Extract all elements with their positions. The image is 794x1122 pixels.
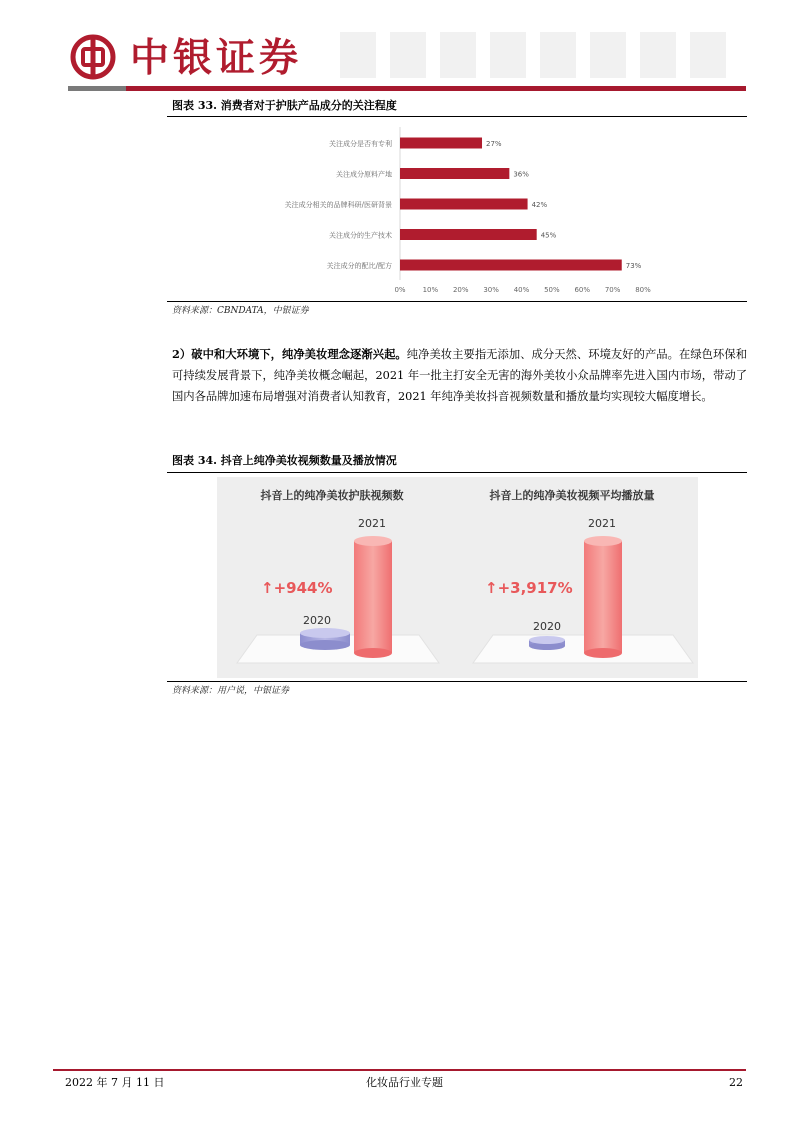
left-label-2020: 2020 [303, 614, 331, 627]
chart-bar [400, 229, 537, 240]
chart-data-label: 45% [540, 231, 557, 240]
figure-33-title: 图表 33. 消费者对于护肤产品成分的关注程度 [172, 99, 397, 112]
bar-chart-ingredient-attention [258, 122, 658, 297]
paragraph-lead: 2）破中和大环境下，纯净美妆理念逐渐兴起。 [172, 347, 407, 361]
chart-x-tick-label: 20% [452, 286, 469, 294]
header-rule-dark [68, 86, 126, 91]
up-arrow-icon: ↑ [485, 579, 498, 597]
figure-34-title: 图表 34. 抖音上纯净美妆视频数量及播放情况 [172, 454, 397, 467]
figure-34-bottom-rule [167, 681, 747, 682]
chart-category-label: 关注成分原料产地 [336, 170, 392, 179]
chart-category-label: 关注成分的生产技术 [329, 231, 392, 240]
right-bar-2021 [584, 536, 622, 658]
chart-x-tick-label: 80% [635, 286, 651, 294]
right-growth [485, 579, 573, 597]
body-paragraph [172, 344, 747, 407]
up-arrow-icon: ↑ [261, 579, 274, 597]
page-number: 22 [729, 1076, 743, 1089]
figure-33-source: 资料来源：CBNDATA，中银证券 [172, 306, 309, 316]
infographic-douyin-clean-beauty [217, 477, 698, 678]
chart-x-tick-label: 60% [574, 286, 591, 294]
figure-33-top-rule [167, 116, 747, 117]
footer-date: 2022 年 7 月 11 日 [65, 1076, 165, 1089]
chart-bar [400, 168, 509, 179]
paragraph-body: 纯净美妆主要指无添加、成分天然、环境友好的产品。在绿色环保和可持续发展背景下，纯净美妆概念崛起，2021 年一批主打安全无害的海外美妆小众品牌率先进入国内市场，带动了国内各品牌加速布局增强对消费者认知教育，2021 年纯净美妆抖音视频数量和播放量均实现较大幅度增长。 [172, 348, 747, 403]
chart-category-label: 关注成分的配比/配方 [326, 262, 392, 270]
chart-x-tick-label: 40% [513, 286, 530, 294]
figure-34-top-rule [167, 472, 747, 473]
left-growth [261, 579, 333, 597]
left-label-2021: 2021 [358, 517, 386, 530]
figure-33-bottom-rule [167, 301, 747, 302]
chart-data-label: 42% [531, 201, 548, 209]
footer-rule [53, 1069, 746, 1071]
chart-category-label: 关注成分是否有专利 [329, 140, 392, 148]
chart-bar [400, 199, 528, 210]
chart-x-tick-label: 10% [422, 286, 439, 294]
left-panel-title: 抖音上的纯净美妆护肤视频数 [260, 489, 404, 502]
right-label-2020: 2020 [533, 620, 561, 633]
left-growth-value: +944% [273, 579, 333, 597]
left-bar-2020 [300, 628, 350, 650]
brand-name: 中银证券 [130, 35, 303, 81]
infographic-graphics [217, 477, 698, 678]
chart-bar [400, 260, 622, 271]
chart-bar [400, 138, 482, 149]
chart-data-label: 36% [513, 170, 529, 179]
right-platform [473, 635, 693, 663]
chart-x-tick-label: 70% [604, 286, 621, 294]
header-watermark [330, 30, 730, 80]
right-panel-title: 抖音上的纯净美妆视频平均播放量 [489, 489, 655, 502]
chart-category-label: 关注成分相关的品牌科研/医研背景 [284, 201, 392, 209]
right-growth-value: +3,917% [497, 579, 573, 597]
chart-x-tick-label: 30% [483, 286, 499, 294]
bank-of-china-logo-icon [70, 34, 116, 80]
footer-title: 化妆品行业专题 [366, 1076, 443, 1089]
right-bar-2020 [529, 636, 565, 650]
chart-data-label: 73% [625, 262, 642, 270]
header-rule-red [126, 86, 746, 91]
right-label-2021: 2021 [588, 517, 616, 530]
chart-data-label: 27% [486, 140, 502, 148]
chart-x-tick-label: 50% [544, 286, 560, 294]
figure-34-source: 资料来源：用户说，中银证券 [172, 686, 290, 696]
left-bar-2021 [354, 536, 392, 658]
chart-x-tick-label: 0% [394, 286, 406, 294]
